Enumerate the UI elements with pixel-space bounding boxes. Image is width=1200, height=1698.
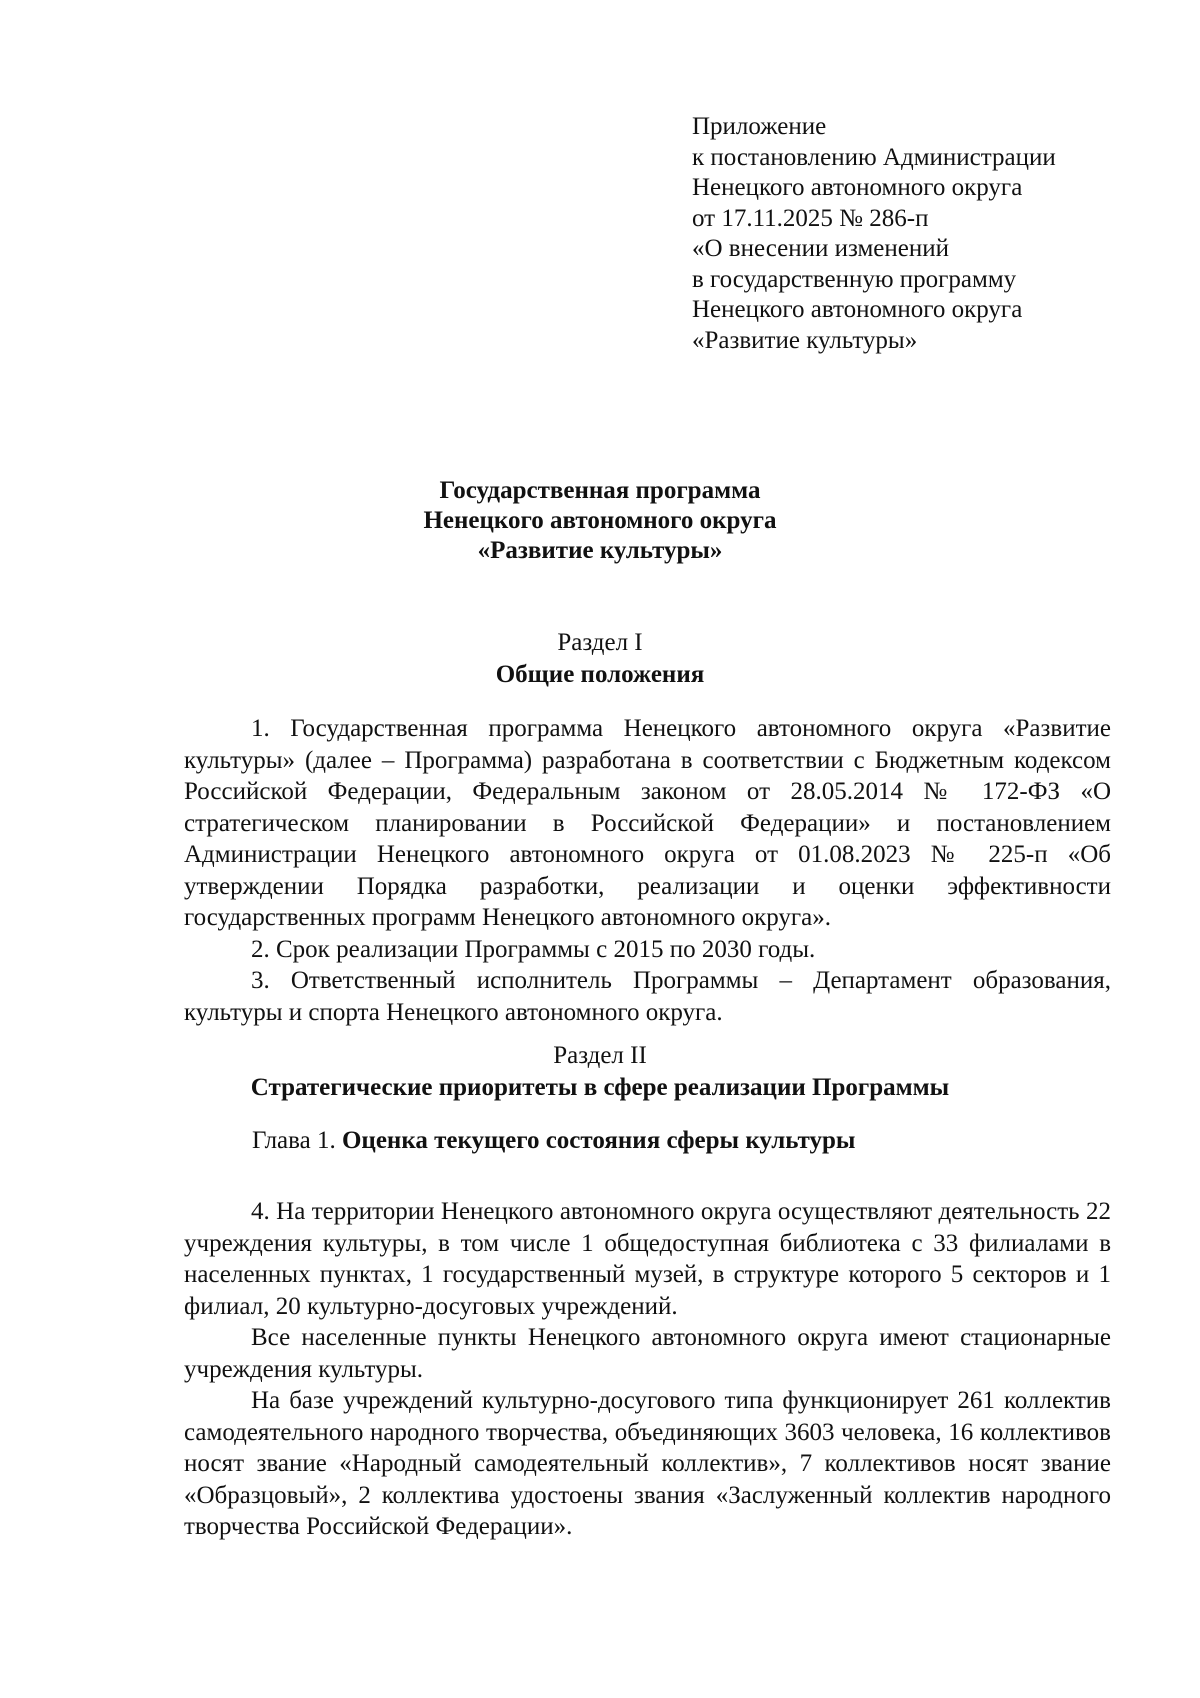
program-title-line: Ненецкого автономного округа — [423, 507, 777, 534]
chapter-heading — [252, 1125, 855, 1157]
appendix-line: Ненецкого автономного округа — [692, 296, 1023, 323]
paragraph: 4. На территории Ненецкого автономного округа осуществляют деятельность 22 учреждения культуры, в том числе 1 общедоступная библиотека с 33 филиалами в населенных пунктах, 1 государственный музей, в структуре которого 5 секторов и 1 филиал, 20 культурно-досуговых учреждений. — [184, 1198, 1111, 1320]
section-1-title: Общие положения — [495, 661, 705, 688]
paragraph: 2. Срок реализации Программы с 2015 по 2030 годы. — [251, 935, 816, 963]
chapter-prefix: Глава 1. — [252, 1127, 336, 1154]
program-title-line: «Развитие культуры» — [477, 537, 723, 564]
appendix-header — [692, 112, 1132, 356]
appendix-line: Ненецкого автономного округа — [692, 174, 1023, 201]
section-1-heading — [0, 627, 1200, 691]
appendix-line: в государственную программу — [692, 265, 1017, 293]
appendix-line: от 17.11.2025 № 286-п — [692, 204, 929, 232]
appendix-line: Приложение — [692, 113, 827, 140]
appendix-line: «О внесении изменений — [692, 235, 950, 262]
paragraph: 3. Ответственный исполнитель Программы – Департамент образования, культуры и спорта Ненецкого автономного округа. — [184, 967, 1111, 1026]
program-title-line: Государственная программа — [439, 477, 761, 504]
section-2-heading — [0, 1040, 1200, 1104]
paragraph: 1. Государственная программа Ненецкого автономного округа «Развитие культуры» (далее – Программа) разработана в соответствии с Бюджетным кодексом Российской Федерации, Федеральным законом от 28.05.2014 № 172-ФЗ «О стратегическом планировании в Российской Федерации» и постановлением Администрации Ненецкого автономного округа от 01.08.2023 № 225-п «Об утверждении Порядка разработки, реализации и оценки эффективности государственных программ Ненецкого автономного округа». — [184, 715, 1111, 931]
section-1-body — [184, 713, 1111, 1028]
section-1-label: Раздел I — [557, 629, 643, 656]
section-2-title: Стратегические приоритеты в сфере реализации Программы — [250, 1074, 950, 1101]
appendix-line: «Развитие культуры» — [692, 326, 918, 354]
section-2-body — [184, 1196, 1111, 1543]
program-title — [0, 476, 1200, 566]
paragraph: Все населенные пункты Ненецкого автономного округа имеют стационарные учреждения культуры. — [184, 1324, 1111, 1383]
chapter-title: Оценка текущего состояния сферы культуры — [341, 1127, 856, 1154]
section-2-label: Раздел II — [553, 1042, 647, 1069]
appendix-line: к постановлению Администрации — [692, 143, 1056, 171]
paragraph: На базе учреждений культурно-досугового типа функционирует 261 коллектив самодеятельного народного творчества, объединяющих 3603 человека, 16 коллективов носят звание «Народный самодеятельный коллектив», 7 коллективов носят звание «Образцовый», 2 коллектива удостоены звания «Заслуженный коллектив народного творчества Российской Федерации». — [184, 1387, 1111, 1540]
